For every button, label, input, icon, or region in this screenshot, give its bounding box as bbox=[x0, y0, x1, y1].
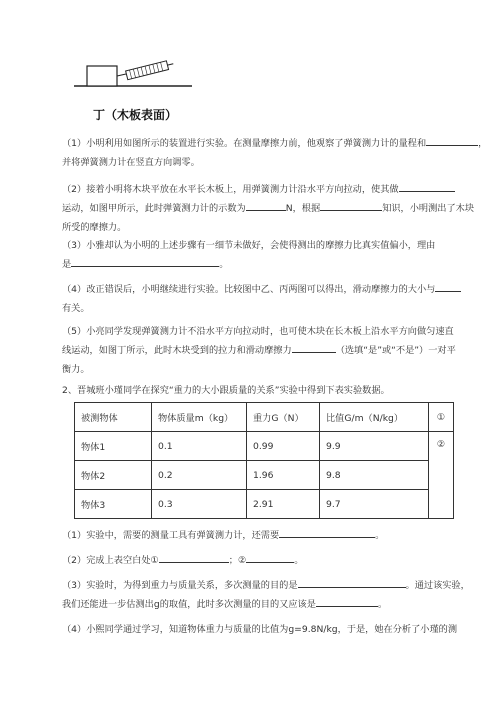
table-cell: 9.8 bbox=[320, 461, 429, 490]
table-blank-cell-2: ② bbox=[429, 432, 454, 519]
question-2: （2）接着小明将木块平放在水平长木板上，用弹簧测力计沿水平方向拉动，使其做 运动，如图甲所示，此时弹簧测力计的示数为 N，根据 知识，小明测出了木块 所受的摩擦力。 bbox=[62, 180, 468, 237]
answer-blank[interactable] bbox=[159, 551, 229, 563]
figure-caption: 丁（木板表面） bbox=[93, 108, 178, 122]
table-header-cell: 被测物体 bbox=[75, 403, 152, 432]
table-cell: 0.99 bbox=[247, 432, 320, 461]
question-5: （5）小亮同学发现弹簧测力计不沿水平方向拉动时，也可使木块在长木板上沿水平方向做匀速直 线运动，如图丁所示，此时木块受到的拉力和滑动摩擦力 （选填“是”或“不是”）一对平 衡力。 bbox=[62, 326, 456, 375]
answer-blank[interactable] bbox=[435, 280, 461, 292]
problem-2-question-2: （2）完成上表空白处① ；② 。 bbox=[62, 551, 468, 570]
table-cell: 0.1 bbox=[152, 432, 247, 461]
answer-blank[interactable] bbox=[316, 595, 378, 607]
answer-blank[interactable] bbox=[279, 526, 375, 538]
table-cell: 0.2 bbox=[152, 461, 247, 490]
problem-2-question-1: （1）实验中，需要的测量工具有弹簧测力计，还需要 。 bbox=[62, 526, 468, 545]
answer-blank[interactable] bbox=[71, 255, 219, 267]
problem-2-question-4: （4）小熙同学通过学习，知道物体重力与质量的比值为g=9.8N/kg，于是，她在分析了小瑾的测 bbox=[62, 624, 458, 635]
table-header-cell: ① bbox=[429, 403, 454, 432]
answer-blank[interactable] bbox=[399, 180, 455, 192]
table-header-cell: 重力G（N） bbox=[247, 403, 320, 432]
table-header-cell: 物体质量m（kg） bbox=[152, 403, 247, 432]
answer-blank[interactable] bbox=[246, 199, 286, 211]
spring-scale-icon bbox=[126, 59, 175, 79]
experiment-figure-ding bbox=[74, 58, 194, 90]
question-1: （1）小明利用如图所示的装置进行实验。在测量摩擦力前，他观察了弹簧测力计的量程和 ， 并将弹簧测力计在竖直方向调零。 bbox=[62, 134, 468, 172]
answer-blank[interactable] bbox=[320, 199, 382, 211]
question-3: （3）小雅却认为小明的上述步骤有一细节未做好，会使得测出的摩擦力比真实值偏小，理由 是 。 bbox=[62, 240, 436, 270]
problem-2-question-3: （3）实验时，为得到重力与质量关系，多次测量的目的是 。通过该实验， 我们还能进一步估测出g的取值，此时多次测量的目的又应该是 。 bbox=[62, 576, 468, 614]
table-row bbox=[75, 461, 454, 490]
problem-2-title: 2、晋城班小瑾同学在探究“重力的大小跟质量的关系”实验中得到下表实验数据。 bbox=[62, 385, 390, 396]
table-row bbox=[75, 432, 454, 461]
table-cell: 9.9 bbox=[320, 432, 429, 461]
table-cell: 9.7 bbox=[320, 490, 429, 519]
answer-blank[interactable] bbox=[292, 341, 336, 353]
table-cell: 物体3 bbox=[75, 490, 152, 519]
table-header-row bbox=[75, 403, 454, 432]
answer-blank[interactable] bbox=[246, 551, 294, 563]
question-4: （4）改正错误后，小明继续进行实验。比较图中乙、丙两图可以得出，滑动摩擦力的大小与 有关。 bbox=[62, 280, 468, 318]
answer-blank[interactable] bbox=[426, 134, 478, 146]
table-header-cell: 比值G/m（N/kg） bbox=[320, 403, 429, 432]
table-cell: 物体2 bbox=[75, 461, 152, 490]
answer-blank[interactable] bbox=[298, 576, 406, 588]
table-cell: 1.96 bbox=[247, 461, 320, 490]
table-cell: 2.91 bbox=[247, 490, 320, 519]
table-cell: 0.3 bbox=[152, 490, 247, 519]
experiment-data-table bbox=[74, 402, 454, 519]
table-row bbox=[75, 490, 454, 519]
pull-string bbox=[117, 74, 126, 76]
wooden-block bbox=[87, 66, 117, 86]
table-cell: 物体1 bbox=[75, 432, 152, 461]
